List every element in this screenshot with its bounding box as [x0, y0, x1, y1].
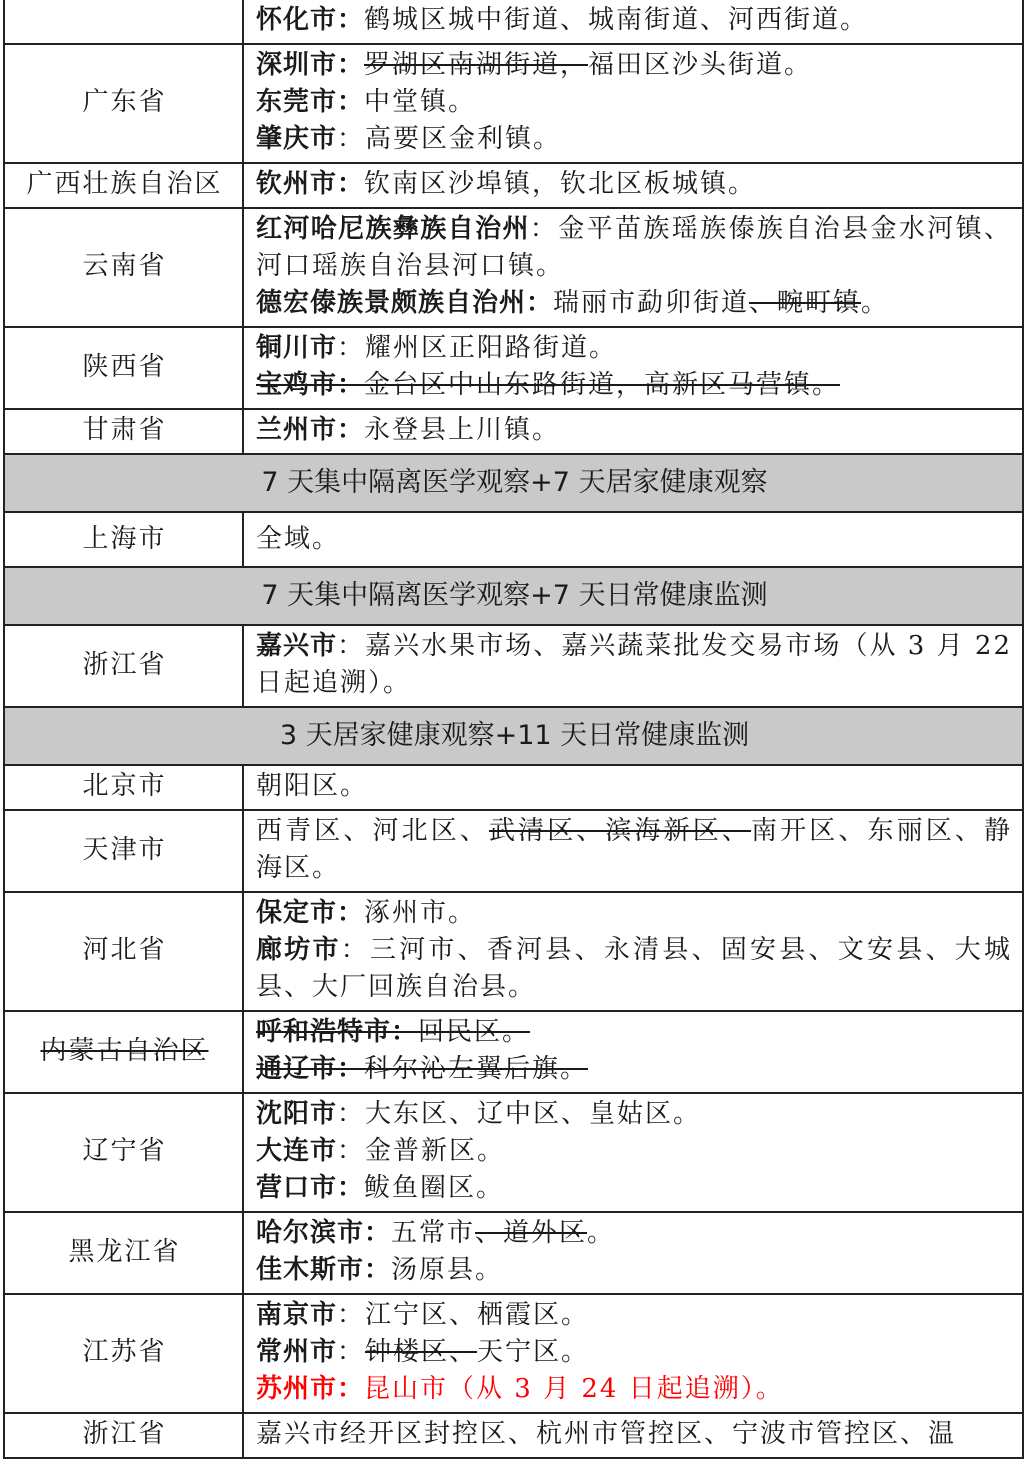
section-header-row	[4, 567, 1023, 625]
table-row	[4, 1294, 1023, 1413]
area-text: ：金平苗族瑶族傣族自治县金水河镇、河口瑶族自治县河口镇。	[256, 214, 1012, 281]
city-name: 东莞市：	[256, 87, 365, 117]
struck-area-text: 武清区、滨海新区、	[488, 816, 752, 846]
section-header-row	[4, 707, 1023, 765]
area-cell	[243, 163, 1023, 208]
struck-city-name: 通辽市：	[256, 1054, 365, 1084]
city-name: 德宏傣族景颇族自治州：	[256, 288, 554, 318]
area-cell	[243, 892, 1023, 1011]
city-name: 廊坊市	[256, 935, 341, 965]
struck-area-text: 科尔沁左翼后旗。	[364, 1054, 589, 1084]
city-name: 哈尔滨市：	[256, 1218, 392, 1248]
table-row	[4, 409, 1023, 454]
area-cell: 朝阳区。	[243, 765, 1023, 810]
table-row	[4, 1093, 1023, 1212]
area-text: 昆山市（从 3 月 24 日起追溯）。	[364, 1374, 784, 1404]
struck-area-text: 金台区中山东路街道，高新区马营镇。	[364, 370, 841, 400]
area-cell	[243, 0, 1023, 44]
area-cell	[243, 1011, 1023, 1093]
province-cell: 云南省	[4, 208, 243, 327]
city-name: 南京市	[256, 1300, 338, 1330]
province-cell: 陕西省	[4, 327, 243, 409]
area-cell	[243, 1212, 1023, 1294]
area-cell	[243, 409, 1023, 454]
area-text: ：金普新区。	[337, 1136, 506, 1166]
area-text: 。	[861, 288, 890, 318]
province-cell: 河北省	[4, 892, 243, 1011]
table-row	[4, 1011, 1023, 1093]
city-name: 营口市：	[256, 1173, 365, 1203]
struck-area-text: 罗湖区南湖街道，	[364, 50, 589, 80]
city-name: 苏州市：	[256, 1374, 365, 1404]
city-name: 深圳市：	[256, 50, 365, 80]
province-cell: 北京市	[4, 765, 243, 810]
area-cell: 嘉兴市经开区封控区、杭州市管控区、宁波市管控区、温	[243, 1413, 1023, 1458]
area-text: ：江宁区、栖霞区。	[337, 1300, 590, 1330]
area-text: 永登县上川镇。	[364, 415, 561, 445]
table-row	[4, 1212, 1023, 1294]
area-text: 五常市	[391, 1218, 476, 1248]
province-cell: 江苏省	[4, 1294, 243, 1413]
province-cell: 内蒙古自治区	[4, 1011, 243, 1093]
table-row	[4, 1413, 1023, 1458]
table-row	[4, 208, 1023, 327]
table-row	[4, 892, 1023, 1011]
city-name: 沈阳市	[256, 1099, 338, 1129]
province-cell	[4, 0, 243, 44]
area-text: ：高要区金利镇。	[337, 124, 562, 154]
area-text: 。	[587, 1218, 616, 1248]
area-text: 中堂镇。	[364, 87, 477, 117]
section-title: 7 天集中隔离医学观察+7 天居家健康观察	[4, 454, 1023, 512]
area-text: 西青区、河北区、	[256, 816, 489, 846]
area-cell	[243, 208, 1023, 327]
area-text: ：嘉兴水果市场、嘉兴蔬菜批发交易市场（从 3 月 22 日起追溯）。	[256, 631, 1012, 698]
area-cell	[243, 327, 1023, 409]
area-text: 天宁区。	[477, 1337, 590, 1367]
province-cell: 上海市	[4, 512, 243, 567]
city-name: 佳木斯市：	[256, 1255, 392, 1285]
table-row	[4, 512, 1023, 567]
table-row	[4, 0, 1023, 44]
area-text: 汤原县。	[391, 1255, 504, 1285]
area-cell	[243, 810, 1023, 892]
section-title: 7 天集中隔离医学观察+7 天日常健康监测	[4, 567, 1023, 625]
city-name: 铜川市	[256, 333, 338, 363]
struck-area-text: 、道外区	[475, 1218, 588, 1248]
city-name: 常州市	[256, 1337, 338, 1367]
area-text: 福田区沙头街道。	[588, 50, 813, 80]
city-name: 红河哈尼族彝族自治州	[256, 214, 530, 244]
city-name: 嘉兴市	[256, 631, 338, 661]
province-cell: 浙江省	[4, 625, 243, 707]
area-text: 钦南区沙埠镇，钦北区板城镇。	[364, 169, 757, 199]
table-row	[4, 44, 1023, 163]
table-row	[4, 810, 1023, 892]
area-cell	[243, 1093, 1023, 1212]
area-text: 鹤城区城中街道、城南街道、河西街道。	[364, 5, 869, 35]
province-cell: 天津市	[4, 810, 243, 892]
area-text: 瑞丽市勐卯街道	[553, 288, 750, 318]
table-row	[4, 327, 1023, 409]
province-cell: 辽宁省	[4, 1093, 243, 1212]
city-name: 钦州市：	[256, 169, 365, 199]
area-text: 南开区、东丽区、静海区。	[256, 816, 1012, 883]
risk-area-table	[3, 0, 1024, 1459]
province-cell: 广西壮族自治区	[4, 163, 243, 208]
table-row	[4, 625, 1023, 707]
section-header-row	[4, 454, 1023, 512]
area-cell	[243, 625, 1023, 707]
city-name: 大连市	[256, 1136, 338, 1166]
area-cell: 全域。	[243, 512, 1023, 567]
struck-city-name: 呼和浩特市：	[256, 1017, 419, 1047]
city-name: 兰州市：	[256, 415, 365, 445]
province-cell: 甘肃省	[4, 409, 243, 454]
area-cell	[243, 1294, 1023, 1413]
struck-area-text: 回民区。	[418, 1017, 531, 1047]
section-title: 3 天居家健康观察+11 天日常健康监测	[4, 707, 1023, 765]
table-row	[4, 163, 1023, 208]
city-name: 保定市：	[256, 898, 365, 928]
struck-area-text: 钟楼区、	[365, 1337, 478, 1367]
area-cell	[243, 44, 1023, 163]
table-row	[4, 765, 1023, 810]
area-text: 涿州市。	[364, 898, 477, 928]
province-cell: 黑龙江省	[4, 1212, 243, 1294]
area-text: ：	[337, 1337, 366, 1367]
area-text: ：大东区、辽中区、皇姑区。	[337, 1099, 702, 1129]
struck-city-name: 宝鸡市：	[256, 370, 365, 400]
area-text: ：耀州区正阳路街道。	[337, 333, 618, 363]
area-text: ：三河市、香河县、永清县、固安县、文安县、大城县、大厂回族自治县。	[256, 935, 1012, 1002]
province-cell: 广东省	[4, 44, 243, 163]
city-name: 怀化市：	[256, 5, 365, 35]
struck-area-text: 、畹町镇	[749, 288, 862, 318]
city-name: 肇庆市	[256, 124, 338, 154]
area-text: 鲅鱼圈区。	[364, 1173, 505, 1203]
province-cell: 浙江省	[4, 1413, 243, 1458]
